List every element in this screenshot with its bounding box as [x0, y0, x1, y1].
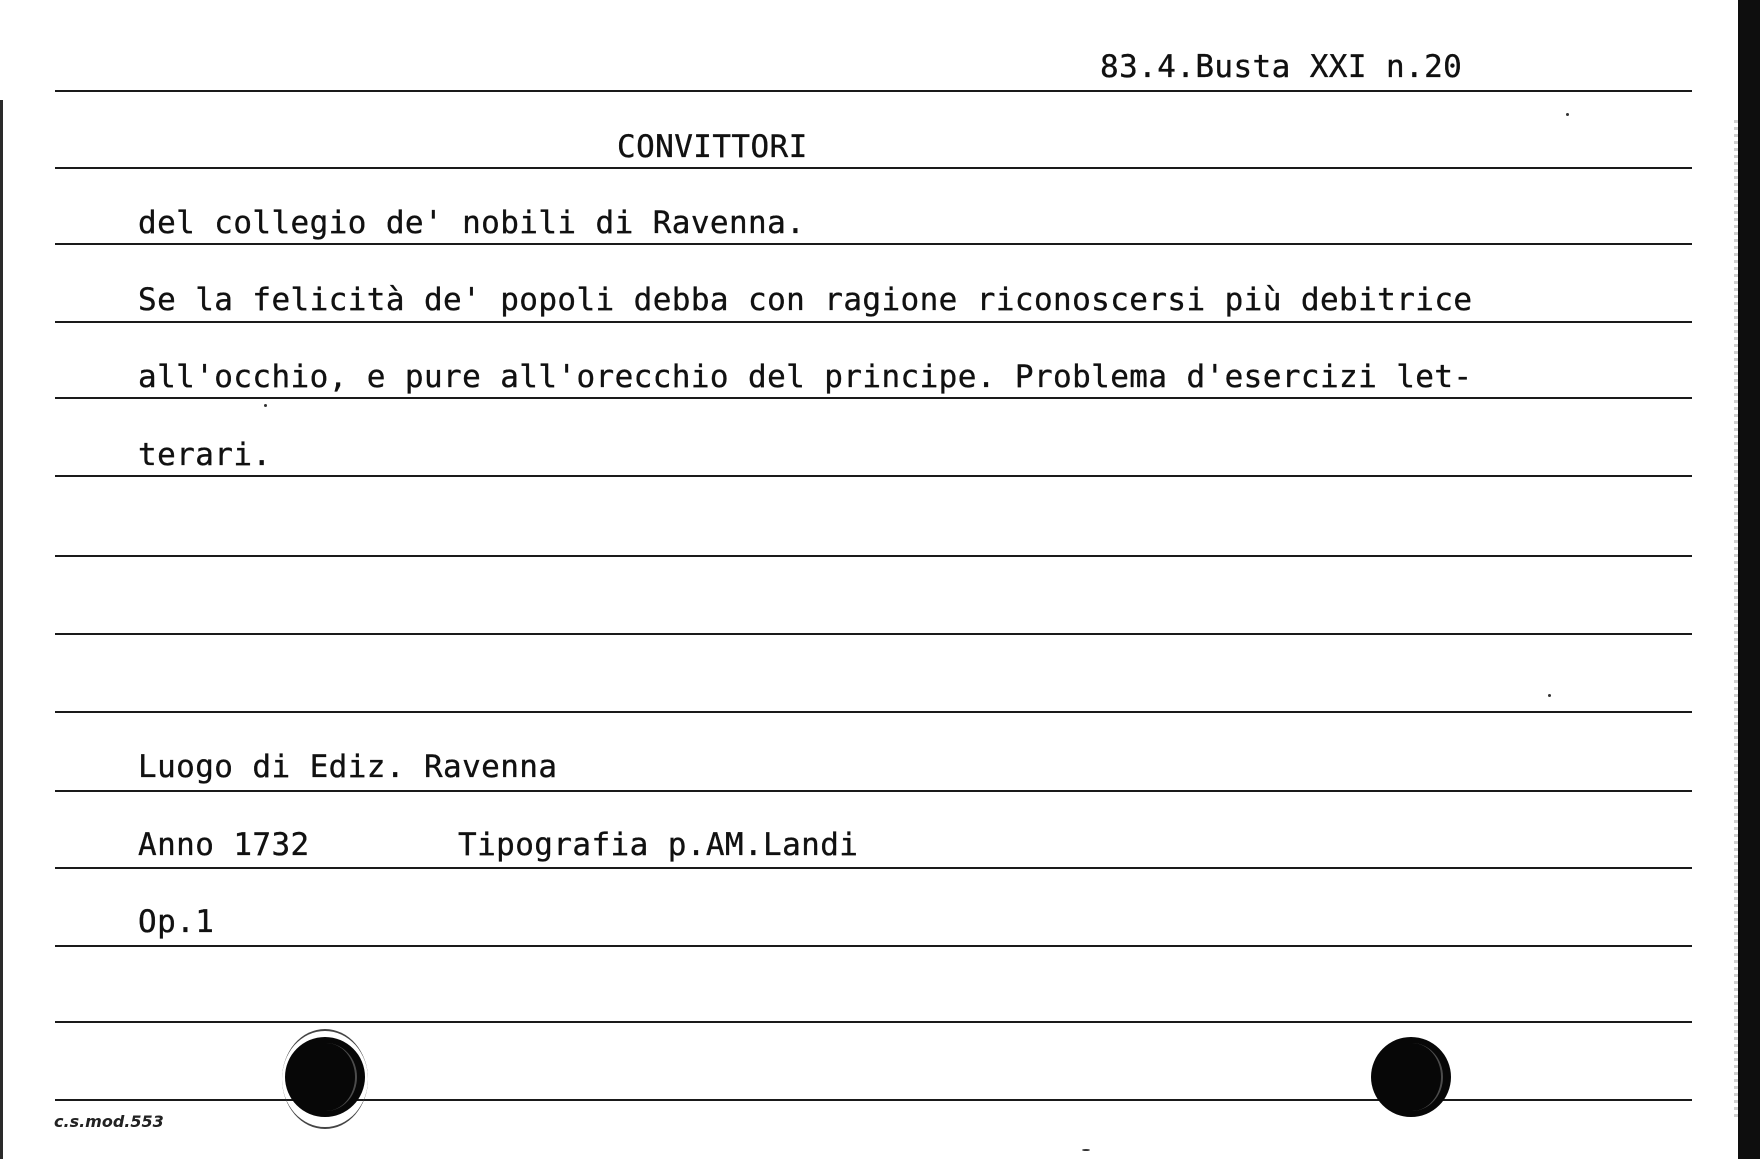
paper-speck [1566, 113, 1569, 116]
punch-hole-right [1371, 1037, 1451, 1117]
title-line-4: terari. [138, 437, 272, 473]
title-line-3: all'occhio, e pure all'orecchio del principe. Problema d'esercizi let- [138, 359, 1473, 395]
opus-number: Op.1 [138, 904, 215, 940]
ruled-line [55, 397, 1692, 399]
card-edge-texture [1734, 120, 1738, 1120]
card-left-edge [0, 100, 3, 1159]
form-code: c.s.mod.553 [54, 1112, 164, 1131]
paper-speck [1082, 1149, 1090, 1151]
title-line-1: del collegio de' nobili di Ravenna. [138, 205, 806, 241]
ruled-line [55, 321, 1692, 323]
title-line-2: Se la felicità de' popoli debba con ragione riconoscersi più debitrice [138, 282, 1473, 318]
ruled-line [55, 90, 1692, 92]
shelf-reference: 83.4.Busta XXI n.20 [1100, 49, 1463, 85]
ruled-line [55, 790, 1692, 792]
card-heading: CONVITTORI [617, 129, 808, 165]
ruled-line [55, 1021, 1692, 1023]
paper-speck [1548, 694, 1551, 697]
ruled-line [55, 867, 1692, 869]
ruled-line [55, 633, 1692, 635]
punch-hole-left [285, 1037, 365, 1117]
ruled-line [55, 711, 1692, 713]
year-of-publication: Anno 1732 [138, 827, 310, 863]
printer: Tipografia p.AM.Landi [458, 827, 859, 863]
ruled-line [55, 555, 1692, 557]
place-of-edition: Luogo di Ediz. Ravenna [138, 749, 558, 785]
card-right-edge [1738, 0, 1760, 1159]
ruled-line [55, 243, 1692, 245]
ruled-line [55, 475, 1692, 477]
paper-speck [264, 404, 267, 407]
ruled-line [55, 167, 1692, 169]
ruled-line [55, 945, 1692, 947]
